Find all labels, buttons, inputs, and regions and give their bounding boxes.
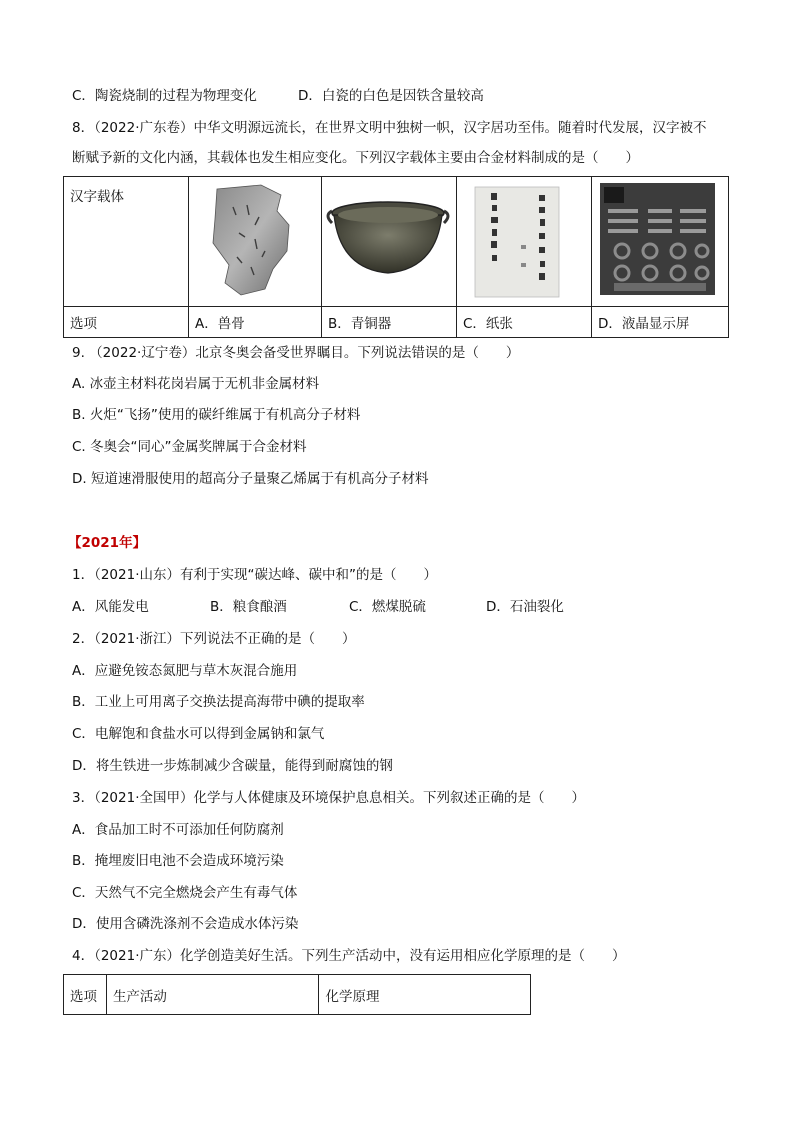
q2021-2-option-d: D．将生铁进一步炼制减少含碳量，能得到耐腐蚀的钢 bbox=[72, 758, 393, 774]
q9-option-d: D. 短道速滑服使用的超高分子量聚乙烯属于有机高分子材料 bbox=[72, 471, 429, 487]
q2021-4-table bbox=[63, 974, 531, 1015]
q2021-3-option-d: D．使用含磷洗涤剂不会造成水体污染 bbox=[72, 916, 299, 932]
q9-option-c: C. 冬奥会“同心”金属奖牌属于合金材料 bbox=[72, 439, 307, 455]
q2021-2-option-c: C．电解饱和食盐水可以得到金属钠和氯气 bbox=[72, 726, 325, 742]
q2021-1-option-c: C．燃煤脱硫 bbox=[349, 599, 426, 615]
option-b-label: B．青铜器 bbox=[328, 316, 392, 332]
q2021-3-option-a: A．食品加工时不可添加任何防腐剂 bbox=[72, 822, 284, 838]
q2021-2-option-b: B．工业上可用离子交换法提高海带中碘的提取率 bbox=[72, 694, 365, 710]
lcd-screen-image bbox=[592, 177, 727, 302]
paper-image-cell bbox=[457, 177, 592, 307]
option-a-cell bbox=[189, 307, 322, 338]
q2021-2-stem: 2．（2021·浙江）下列说法不正确的是（ ） bbox=[72, 631, 356, 647]
q2021-4-stem: 4．（2021·广东）化学创造美好生活。下列生产活动中，没有运用相应化学原理的是（ ） bbox=[72, 948, 626, 964]
q2021-3-stem: 3．（2021·全国甲）化学与人体健康及环境保护息息相关。下列叙述正确的是（ ） bbox=[72, 790, 585, 806]
q2021-1-option-b: B．粮食酿酒 bbox=[210, 599, 287, 615]
carrier-header-label: 汉字载体 bbox=[70, 189, 124, 205]
q9-option-b: B. 火炬“飞扬”使用的碳纤维属于有机高分子材料 bbox=[72, 407, 361, 423]
section-heading-2021: 【2021年】 bbox=[68, 535, 147, 551]
lcd-image-cell bbox=[591, 177, 728, 307]
q8-stem-line2: 断赋予新的文化内涵，其载体也发生相应变化。下列汉字载体主要由合金材料制成的是（ ） bbox=[72, 150, 639, 166]
carrier-header-cell bbox=[64, 177, 189, 307]
q7-option-d: D．白瓷的白色是因铁含量较高 bbox=[298, 88, 484, 104]
options-header-cell bbox=[64, 307, 189, 338]
q2021-1-option-a: A．风能发电 bbox=[72, 599, 149, 615]
option-c-cell bbox=[457, 307, 592, 338]
options-header-label: 选项 bbox=[70, 316, 97, 332]
option-b-cell bbox=[322, 307, 457, 338]
table-header-principle: 化学原理 bbox=[319, 975, 531, 1015]
bone-image-cell bbox=[189, 177, 322, 307]
bronze-vessel-image bbox=[322, 177, 455, 302]
paper-document-image bbox=[457, 177, 590, 302]
option-d-cell bbox=[591, 307, 728, 338]
oracle-bone-image bbox=[189, 177, 320, 302]
q7-option-c: C．陶瓷烧制的过程为物理变化 bbox=[72, 88, 257, 104]
q2021-1-stem: 1．（2021·山东）有利于实现“碳达峰、碳中和”的是（ ） bbox=[72, 567, 437, 583]
option-d-label: D．液晶显示屏 bbox=[597, 316, 690, 332]
option-a-label: A．兽骨 bbox=[195, 316, 245, 332]
q2021-1-option-d: D．石油裂化 bbox=[486, 599, 564, 615]
q2021-3-option-c: C．天然气不完全燃烧会产生有毒气体 bbox=[72, 885, 298, 901]
bronze-image-cell bbox=[322, 177, 457, 307]
table-header-option: 选项 bbox=[64, 975, 107, 1015]
q9-option-a: A. 冰壶主材料花岗岩属于无机非金属材料 bbox=[72, 376, 320, 392]
option-c-label: C．纸张 bbox=[463, 316, 513, 332]
q2021-3-option-b: B．掩埋废旧电池不会造成环境污染 bbox=[72, 853, 284, 869]
table-header-activity: 生产活动 bbox=[106, 975, 319, 1015]
q8-carrier-table bbox=[63, 176, 729, 338]
q9-stem: 9. （2022·辽宁卷）北京冬奥会备受世界瞩目。下列说法错误的是（ ） bbox=[72, 345, 520, 361]
q2021-2-option-a: A．应避免铵态氮肥与草木灰混合施用 bbox=[72, 663, 298, 679]
q8-stem-line1: 8．（2022·广东卷）中华文明源远流长，在世界文明中独树一帜，汉字居功至伟。随着时代发展，汉字被不 bbox=[72, 120, 707, 136]
